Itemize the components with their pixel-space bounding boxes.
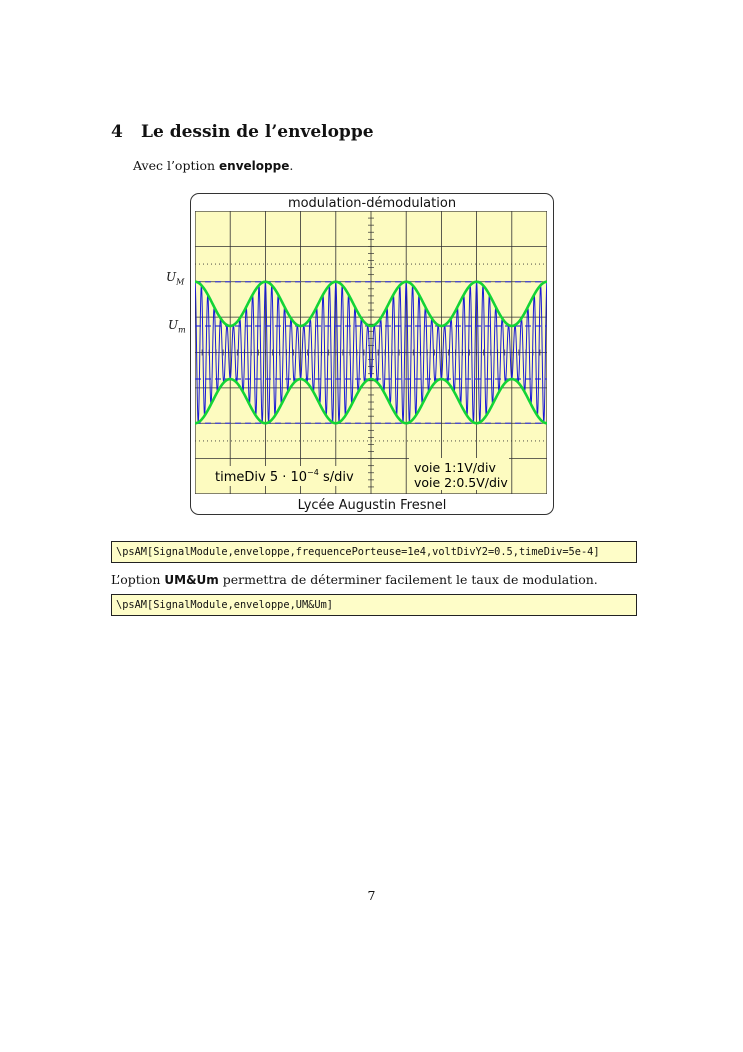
voie-labels — [409, 458, 509, 490]
section-number: 4 — [111, 122, 123, 142]
section-title: Le dessin de l’enveloppe — [141, 122, 374, 142]
scope-footer: Lycée Augustin Fresnel — [297, 498, 447, 513]
code-block-2: \psAM[SignalModule,enveloppe,UM&Um] — [111, 594, 637, 616]
option-UM-Um: UM&Um — [164, 573, 219, 587]
label-UM: $U_M$ — [166, 270, 185, 287]
code-block-1: \psAM[SignalModule,enveloppe,frequencePorteuse=1e4,voltDivY2=0.5,timeDiv=5e-4] — [111, 541, 637, 563]
scope-title: modulation-démodulation — [287, 196, 457, 211]
option-enveloppe: enveloppe — [219, 159, 290, 173]
intro-paragraph — [133, 158, 293, 173]
intro-period: . — [289, 158, 294, 173]
para2-text-after: permettra de déterminer facilement le taux de modulation. — [218, 572, 598, 587]
timediv-label — [209, 466, 357, 486]
intro-text: Avec l’option — [133, 158, 220, 173]
oscilloscope-screen — [195, 211, 547, 494]
oscilloscope-figure — [190, 193, 554, 515]
label-Um: $U_m$ — [168, 318, 186, 335]
timediv-text: timeDiv $5 \cdot 10^{-4}$ s/div — [215, 468, 354, 485]
page-number: 7 — [367, 888, 376, 903]
section-heading — [111, 122, 374, 142]
voie2-label: voie 2:0.5V/div — [414, 475, 508, 490]
um-paragraph — [111, 572, 598, 587]
para2-text: L’option — [111, 572, 165, 587]
voie1-label: voie 1:1V/div — [414, 460, 496, 475]
